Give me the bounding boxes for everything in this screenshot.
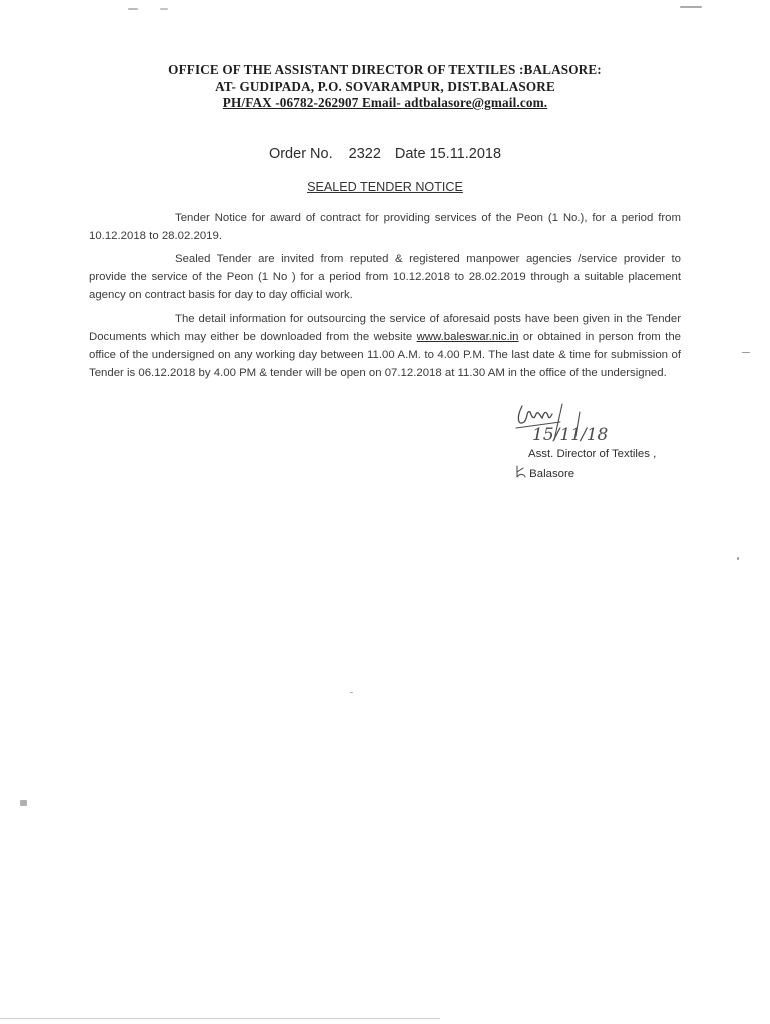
scan-speck: [350, 692, 353, 693]
scan-speck: [160, 8, 168, 10]
paragraph-tender-details: [89, 310, 681, 382]
scan-speck: [680, 6, 702, 8]
scan-speck: [742, 352, 750, 353]
handwritten-signature: [500, 400, 620, 448]
signatory-location: [514, 463, 642, 483]
signatory-block: [528, 445, 656, 483]
paragraph-text-part: or obtained in person from the office of the undersigned on any working day between 11.00 A.M. to 4.00 P.M. The last date & time for submission of Tender is 06.12.2018 by 4.00 PM & tender will be open on 07.12.2018 at 11.30 AM in the office of the undersigned.: [89, 331, 681, 379]
website-link[interactable]: www.baleswar.nic.in: [416, 331, 519, 343]
order-date-label: Date: [394, 146, 426, 162]
letterhead-address: AT- GUDIPADA, P.O. SOVARAMPUR, DIST.BALASORE: [215, 78, 555, 94]
initial-mark-icon: [514, 465, 526, 477]
signatory-designation: Asst. Director of Textiles ,: [528, 448, 657, 460]
order-line: [0, 146, 770, 162]
order-date: 15.11.2018: [429, 146, 502, 162]
letterhead-office-name: OFFICE OF THE ASSISTANT DIRECTOR OF TEXTILES :BALASORE:: [168, 62, 602, 77]
order-number-label: Order No.: [268, 146, 333, 162]
paragraph-text: Tender Notice for award of contract for providing services of the Peon (1 No.), for a period from 10.12.2018 to 28.02.2019.: [89, 212, 681, 242]
order-number: 2322: [348, 146, 381, 162]
paragraph-tender-invitation: [89, 250, 681, 304]
paragraph-text: Sealed Tender are invited from reputed & registered manpower agencies /service provider to provide the service of the Peon (1 No ) for a period from 10.12.2018 to 28.02.2019 through a suitable placement agency on contract basis for day to day official work.: [89, 253, 681, 301]
signatory-location-text: Balasore: [529, 468, 575, 480]
paragraph-text: [89, 310, 681, 382]
paragraph-text-part: The detail information for outsourcing the service of aforesaid posts have been given in the Tender Documents which may either be downloaded from the website: [89, 313, 681, 343]
office-letterhead: [0, 62, 770, 112]
scan-edge-line: [0, 1018, 440, 1019]
notice-title: SEALED TENDER NOTICE: [307, 180, 463, 194]
scan-speck: [737, 557, 739, 560]
signature-date: 15/11/18: [532, 425, 609, 445]
paragraph-award-notice: [89, 209, 681, 245]
letterhead-contact: PH/FAX -06782-262907 Email- adtbalasore@gmail.com.: [222, 95, 548, 110]
scan-speck: [20, 800, 27, 806]
scan-speck: [128, 8, 138, 10]
